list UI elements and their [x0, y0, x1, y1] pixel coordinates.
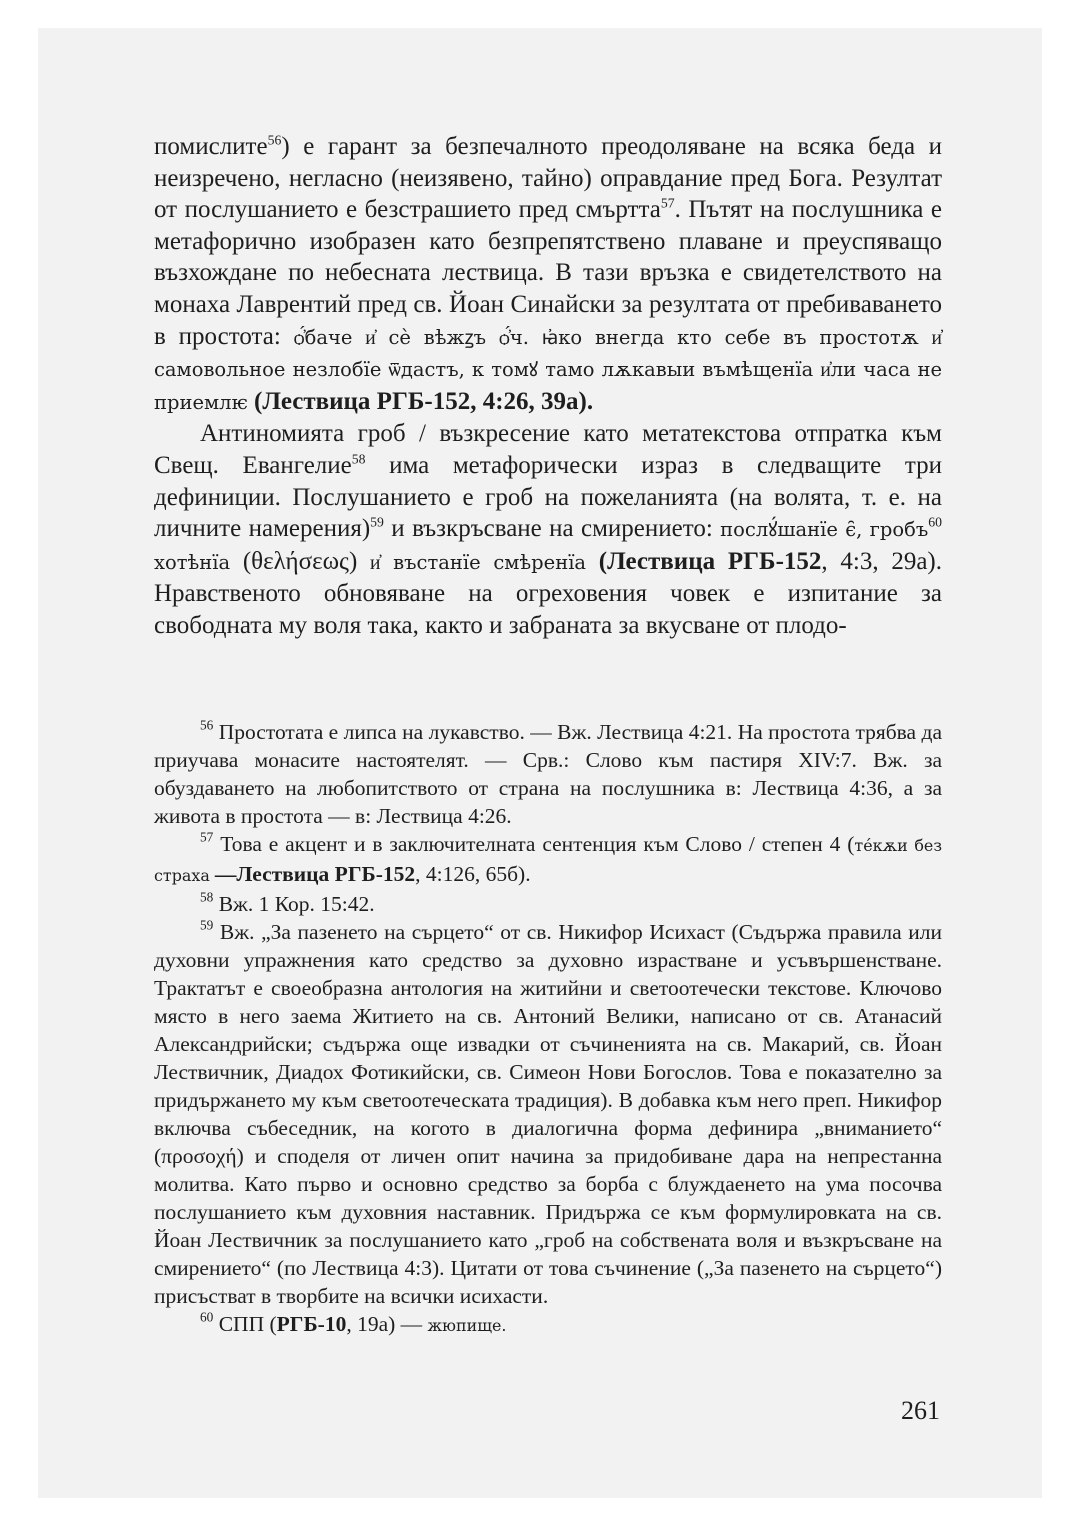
footnote-60: [154, 1310, 942, 1340]
page-number: 261: [901, 1396, 940, 1425]
footnote-number: 60: [200, 1309, 214, 1325]
church-slavonic-quote: жюпище.: [427, 1316, 507, 1335]
footnote-text: СПП (: [213, 1312, 277, 1336]
church-slavonic-quote: послꙋ́шанїе є̑, гробъ: [720, 518, 929, 542]
footnote-text: Това е акцент и в заключителната сентенция към Слово / степен 4 (: [213, 832, 855, 856]
footnote-ref-58[interactable]: 58: [351, 451, 366, 467]
church-slavonic-quote: ѻ҆́баче и҆ сѐ вѣжꙁъ ѻ҆́ч. ꙗ҆ко внегда кто себе въ простотѫ и҆ самовольное незлобїе ѿдастъ, к томꙋ тамо лѫкавыи въмѣщенїа и҆ли часа не приемлѥ: [154, 325, 942, 414]
footnote-58: [154, 890, 942, 918]
source-citation: (Лествица РГБ-152: [598, 547, 822, 575]
text-run: . Пътят на послушника е метафорично изобразен като безпрепятствено плаване и преуспяващо възхождане по небесната лествица. В тази връзка е свидетелството на монаха Лаврентий пред св. Йоан Синайски за резултата от пребиваването в простота:: [154, 196, 942, 350]
footnote-text: Простотата е липса на лукавство. — Вж. Лествица 4:21. На простота трябва да приучава монасите настоятелят. — Срв.: Слово към пастиря XIV:7. Вж. за обуздаването на любопитството от страна на послушника в: Лествица 4:36, а за живота в простота — в: Лествица 4:26.: [154, 720, 942, 828]
footnote-number: 58: [200, 889, 214, 905]
text-run: , 4:3, 29а). Нравственото обновяване на огреховения човек е изпитание за свободната му воля така, както и забраната за вкусване от плодо-: [154, 547, 942, 639]
text-run: и възкръсване на смирението:: [383, 515, 721, 543]
paragraph-2: [154, 418, 942, 641]
footnote-number: 57: [200, 829, 214, 845]
footnote-text: , 19а) —: [346, 1312, 428, 1336]
footnote-text: и споделя от личен опит начина за придобиване дара на непрестанна молитва. Като първо и основно средство за борба с блуждаенето на ума посочва послушанието към духовния наставник. Придържа се към формулировката на св. Йоан Лествичник за послушанието като „гроб на собствената воля и възкръсване на смирението“ (по Лествица 4:3). Цитати от това съчинение („За пазенето на сърцето“) присъстват в творбите на всички исихасти.: [154, 1144, 942, 1308]
paragraph-1: [154, 131, 942, 418]
footnote-number: 59: [200, 917, 214, 933]
main-text: [154, 131, 942, 642]
footnote-57: [154, 830, 942, 890]
source-citation: РГБ-10: [276, 1312, 347, 1336]
text-run: Антиномията гроб / възкресение като метатекстова отпратка към Свещ. Евангелие: [154, 420, 942, 479]
church-slavonic-quote: те́кѫи без страха: [154, 836, 942, 885]
footnote-ref-57[interactable]: 57: [660, 195, 675, 211]
source-citation-tail: , 4:26, 39а).: [470, 387, 594, 415]
source-citation: (Лествица РГБ-152: [254, 387, 471, 415]
church-slavonic-quote: хотѣнїа: [154, 550, 243, 574]
footnote-56: [154, 718, 942, 830]
footnote-text: Вж. „За пазенето на сърцето“ от св. Никифор Исихаст (Съдържа правила или духовни упражнения като средство за духовно израстване и усъвършенстване. Трактатът е своеобразна антология на житийни и светоотечески текстове. Ключово място в него заема Житието на св. Антоний Велики, написано от св. Атанасий Александрийски; съдържа още извадки от съчиненията на св. Макарий, св. Йоан Лествичник, Диадох Фотикийски, св. Симеон Нови Богослов. Това е показателно за придържането му към светоотеческата традиция). В добавка към него преп. Никифор включва събеседник, на когото в диалогична форма дефинира „вниманието“: [154, 920, 942, 1140]
footnote-text: , 4:126, 65б).: [415, 862, 531, 886]
footnote-59: [154, 918, 942, 1310]
footnote-text: Вж. 1 Кор. 15:42.: [213, 892, 375, 916]
greek-term: (προσοχή): [154, 1144, 244, 1168]
footnote-ref-59[interactable]: 59: [370, 514, 384, 530]
text-run: ) е гарант за безпечалното преодоляване на всяка беда и неизречено, негласно (неизявено, тайно) оправдание пред Бога. Резултат от послушанието е безстрашието пред смъртта: [154, 133, 942, 224]
text-run: помислите: [154, 133, 268, 160]
church-slavonic-quote: и҆ въстанїе смѣренїа: [370, 550, 599, 574]
footnote-ref-56[interactable]: 56: [267, 132, 282, 148]
source-citation: —Лествица РГБ-152: [214, 862, 416, 886]
footnote-ref-60[interactable]: 60: [928, 514, 943, 530]
footnote-number: 56: [200, 717, 214, 733]
greek-term: (θελήσεως): [242, 547, 371, 575]
footnotes: [154, 718, 942, 1340]
text-run: има метафорически израз в следващите три дефиниции. Послушанието е гроб на пожеланията (на волята, т. е. на личните намерения): [154, 451, 943, 543]
